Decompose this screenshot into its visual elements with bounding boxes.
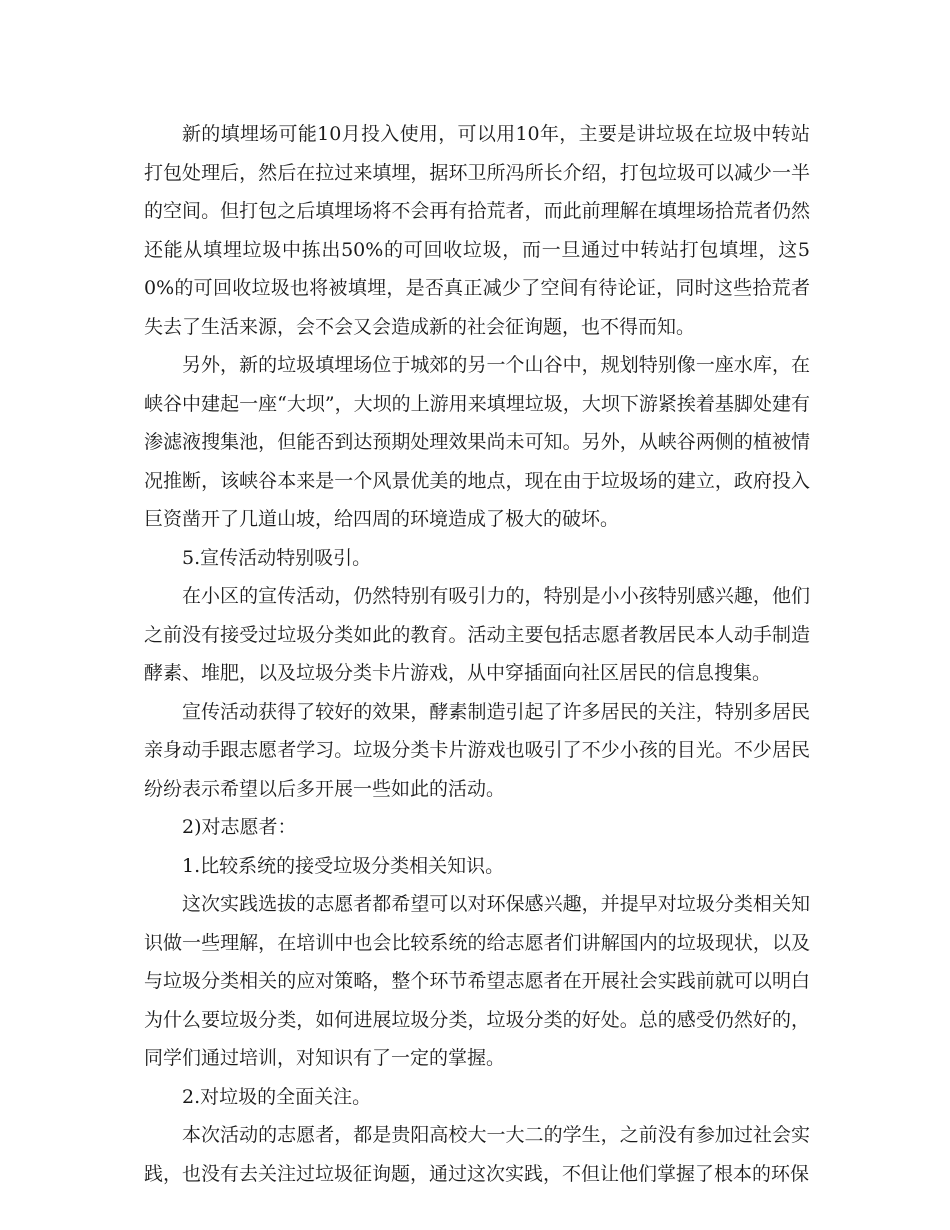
paragraph-landfill-packing: 新的填埋场可能10月投入使用，可以用10年，主要是讲垃圾在垃圾中转站打包处理后，然后在拉过来填埋，据环卫所冯所长介绍，打包垃圾可以减少一半的空间。但打包之后填埋场将不会再有拾荒者，而此前理解在填埋场拾荒者仍然还能从填埋垃圾中拣出50%的可回收垃圾，而一旦通过中转站打包填埋，这50%的可回收垃圾也将被填埋，是否真正减少了空间有待论证，同时这些拾荒者失去了生活来源，会不会又会造成新的社会征询题，也不得而知。: [144, 123, 810, 338]
paragraph-community-activity: 在小区的宣传活动，仍然特别有吸引力的，特别是小小孩特别感兴趣，他们之前没有接受过垃圾分类如此的教育。活动主要包括志愿者教居民本人动手制造酵素、堆肥，以及垃圾分类卡片游戏，从中穿插面向社区居民的信息搜集。: [144, 585, 810, 684]
heading-garbage-attention: 2.对垃圾的全面关注。: [182, 1085, 372, 1108]
paragraph-volunteer-training: 这次实践选拔的志愿者都希望可以对环保感兴趣，并提早对垃圾分类相关知识做一些理解，在培训中也会比较系统的给志愿者们讲解国内的垃圾现状，以及与垃圾分类相关的应对策略，整个环节希望志愿者在开展社会实践前就可以明白为什么要垃圾分类，如何进展垃圾分类，垃圾分类的好处。总的感受仍然好的，同学们通过培训，对知识有了一定的掌握。: [144, 893, 810, 1069]
document-body: [144, 115, 810, 1193]
heading-volunteers: 2)对志愿者：: [182, 816, 297, 838]
paragraph-landfill-valley: 另外，新的垃圾填埋场位于城郊的另一个山谷中，规划特别像一座水库，在峡谷中建起一座“大坝”，大坝的上游用来填埋垃圾，大坝下游紧挨着基脚处建有渗滤液搜集池，但能否到达预期处理效果尚未可知。另外，从峡谷两侧的植被情况推断，该峡谷本来是一个风景优美的地点，现在由于垃圾场的建立，政府投入巨资凿开了几道山坡，给四周的环境造成了极大的破坏。: [144, 354, 810, 530]
paragraph-volunteer-students: 本次活动的志愿者，都是贵阳高校大一大二的学生，之前没有参加过社会实践，也没有去关注过垃圾征询题，通过这次实践，不但让他们掌握了根本的环保: [144, 1124, 810, 1185]
heading-systematic-knowledge: 1.比较系统的接受垃圾分类相关知识。: [182, 854, 505, 877]
heading-publicity-attractive: 5.宣传活动特别吸引。: [182, 546, 372, 569]
paragraph-publicity-effect: 宣传活动获得了较好的效果，酵素制造引起了许多居民的关注，特别多居民亲身动手跟志愿者学习。垃圾分类卡片游戏也吸引了不少小孩的目光。不少居民纷纷表示希望以后多开展一些如此的活动。: [144, 700, 810, 800]
